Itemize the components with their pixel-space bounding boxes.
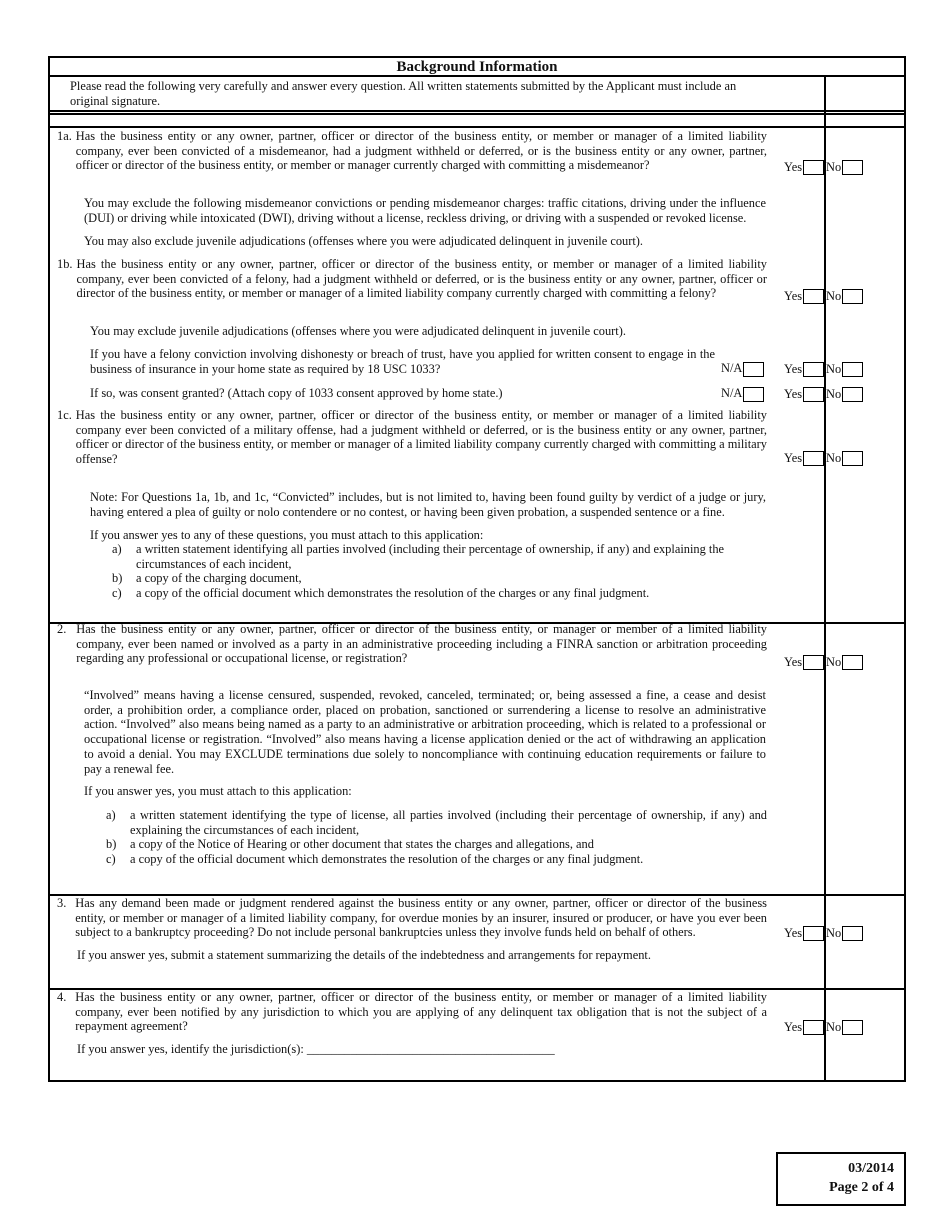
- q1b-juvenile-note: You may exclude juvenile adjudications (offenses where you were adjudicated delinquent in juvenile court).: [90, 324, 626, 338]
- involved-definition: “Involved” means having a license censured, suspended, revoked, canceled, terminated; or, being assessed a fine, a cease and desist order, a prohibition order, a compliance order, placed on probation, sanctioned or surrendering a license to resolve an administrative action. “Involved” also means being named as a party to an administrative or arbitration proceeding, which is related to a professional or occupational license or registration. “Involved” also means having a license application denied or the act of withdrawing an application to avoid a denial. You may EXCLUDE terminations due solely to noncompliance with continuing education requirements or failure to pay a renewal fee.: [84, 688, 766, 776]
- question-number: 4.: [57, 990, 67, 1004]
- divider: [50, 110, 904, 112]
- q4-yes-checkbox[interactable]: [803, 1020, 824, 1035]
- q3-statement-note: If you answer yes, submit a statement summarizing the details of the indebtedness and arrangements for repayment.: [77, 948, 651, 962]
- list-item: c) a copy of the official document which demonstrates the resolution of the charges or any final judgment.: [106, 852, 644, 867]
- section-title: Background Information: [396, 59, 558, 75]
- q1a-exclusion-note: You may exclude the following misdemeanor convictions or pending misdemeanor charges: traffic citations, driving under the influence (DUI) or driving while intoxicated (DWI), driving without a license, reckless driving, or driving with a suspended or revoked license.: [84, 196, 766, 225]
- q2-yes-checkbox[interactable]: [803, 655, 824, 670]
- q1a-no-checkbox[interactable]: [842, 160, 863, 175]
- question-3: [57, 896, 767, 940]
- q1b-consent-na-checkbox[interactable]: [743, 362, 764, 377]
- intro-text: Please read the following very carefully and answer every question. All written statements submitted by the Applicant must include an original signature.: [70, 79, 737, 108]
- question-1a: [57, 129, 767, 173]
- divider: [50, 75, 904, 77]
- list-item: a) a written statement identifying all parties involved (including their percentage of ownership, if any) and explaining the circumstances of each incident,: [112, 542, 725, 571]
- q1b-consent-granted-question: If so, was consent granted? (Attach copy of 1033 consent approved by home state.): [90, 386, 503, 400]
- q4-no-checkbox[interactable]: [842, 1020, 863, 1035]
- question-number: 1a.: [57, 129, 72, 143]
- question-number: 1b.: [57, 257, 73, 271]
- question-text: Has the business entity or any owner, partner, officer or director of the business entity, or manager or member of a limited liability company, ever been named or involved as a party in an administrative proceeding including a FINRA sanction or arbitration proceeding regarding any professional or occupational license, or registration?: [76, 622, 767, 666]
- q1a-yes-checkbox[interactable]: [803, 160, 824, 175]
- question-text: Has any demand been made or judgment rendered against the business entity or any owner, partner, officer or director of the business entity, or member or manager of a limited liability company, for overdue monies by an insurer, insured or producer, or have you ever been subject to a bankruptcy proceeding? Do not include personal bankruptcies unless they involve funds held on behalf of others.: [75, 896, 767, 940]
- q1a-answer: Yes No: [784, 157, 865, 176]
- form-date: 03/2014: [848, 1161, 894, 1176]
- q1b-consent-question: If you have a felony conviction involving dishonesty or breach of trust, have you applied for written consent to engage in the business of insurance in your home state as required by 18 USC 1033?: [90, 347, 715, 376]
- q1b-no-checkbox[interactable]: [842, 289, 863, 304]
- q1c-answer: Yes No: [784, 448, 865, 467]
- page-footer-box: [776, 1152, 906, 1206]
- q1a-juvenile-note: You may also exclude juvenile adjudications (offenses where you were adjudicated delinquent in juvenile court).: [84, 234, 644, 248]
- q3-no-checkbox[interactable]: [842, 926, 863, 941]
- question-number: 3.: [57, 896, 67, 910]
- q1-attach-list: [112, 542, 732, 601]
- q1-attach-intro: If you answer yes to any of these questions, you must attach to this application:: [90, 528, 484, 542]
- q1b-consent-answer: Yes No: [784, 359, 865, 378]
- divider: [50, 113, 904, 115]
- page-number: Page 2 of 4: [829, 1180, 894, 1195]
- q4-answer: Yes No: [784, 1017, 865, 1036]
- question-4: [57, 990, 767, 1034]
- question-1c: [57, 408, 767, 467]
- q1b-granted-answer: Yes No: [784, 384, 865, 403]
- q3-answer: Yes No: [784, 923, 865, 942]
- list-item: b) a copy of the charging document,: [112, 571, 302, 586]
- q1b-consent-yes-checkbox[interactable]: [803, 362, 824, 377]
- question-1b: [57, 257, 767, 301]
- q2-attach-list: [106, 808, 767, 867]
- question-text: Has the business entity or any owner, partner, officer or director of the business entity, or member or manager of a limited liability company, ever been convicted of a misdemeanor, had a judgment withheld or deferred, or is the business entity or any owner, partner, officer or director of the business entity, or member or manager currently charged with committing a misdemeanor?: [75, 129, 767, 173]
- list-item: a) a written statement identifying the type of license, all parties involved (including their percentage of ownership, if any) and explaining the circumstances of each incident,: [106, 808, 767, 837]
- question-number: 2.: [57, 622, 67, 636]
- q1b-consent-no-checkbox[interactable]: [842, 362, 863, 377]
- q1b-granted-yes-checkbox[interactable]: [803, 387, 824, 402]
- question-2: [57, 622, 767, 666]
- divider: [50, 126, 904, 128]
- jurisdiction-field[interactable]: If you answer yes, identify the jurisdiction(s): ________________________________________: [77, 1042, 555, 1056]
- q2-attach-intro: If you answer yes, you must attach to this application:: [84, 784, 352, 798]
- q1b-answer: Yes No: [784, 286, 865, 305]
- q2-no-checkbox[interactable]: [842, 655, 863, 670]
- q3-yes-checkbox[interactable]: [803, 926, 824, 941]
- question-text: Has the business entity or any owner, partner, officer or director of the business entity, or member or manager of a limited liability company, ever been notified by any jurisdiction to which you are applying of any delinquent tax obligation that is not the subject of a repayment agreement?: [75, 990, 767, 1034]
- q1b-consent-na: N/A: [721, 359, 766, 377]
- question-number: 1c.: [57, 408, 72, 422]
- list-item: c) a copy of the official document which demonstrates the resolution of the charges or any final judgment.: [112, 586, 650, 601]
- q1b-granted-na-checkbox[interactable]: [743, 387, 764, 402]
- q1c-yes-checkbox[interactable]: [803, 451, 824, 466]
- q1b-granted-no-checkbox[interactable]: [842, 387, 863, 402]
- conviction-definition-note: Note: For Questions 1a, 1b, and 1c, “Convicted” includes, but is not limited to, having been found guilty by verdict of a judge or jury, having entered a plea of guilty or nolo contendere or no contest, or having been given probation, a suspended sentence or a fine.: [90, 490, 766, 519]
- question-text: Has the business entity or any owner, partner, officer or director of the business entity, or member or manager of a limited liability company ever been convicted of a military offense, had a judgment withheld or deferred, or is the business entity or any owner, partner, officer or director of the business entity, or member or manager of a limited liability company currently charged with committing a military offense?: [75, 408, 767, 467]
- q1b-granted-na: N/A: [721, 384, 766, 402]
- question-text: Has the business entity or any owner, partner, officer or director of the business entity, or member or manager of a limited liability company, ever been convicted of a felony, had a judgment withheld or deferred, or is the business entity or any owner, partner, officer or director of the business entity, or member or manager of a limited liability company currently charged with committing a felony?: [76, 257, 767, 301]
- q1c-no-checkbox[interactable]: [842, 451, 863, 466]
- list-item: b) a copy of the Notice of Hearing or other document that states the charges and allegations, and: [106, 837, 594, 852]
- q1b-yes-checkbox[interactable]: [803, 289, 824, 304]
- q2-answer: Yes No: [784, 652, 865, 671]
